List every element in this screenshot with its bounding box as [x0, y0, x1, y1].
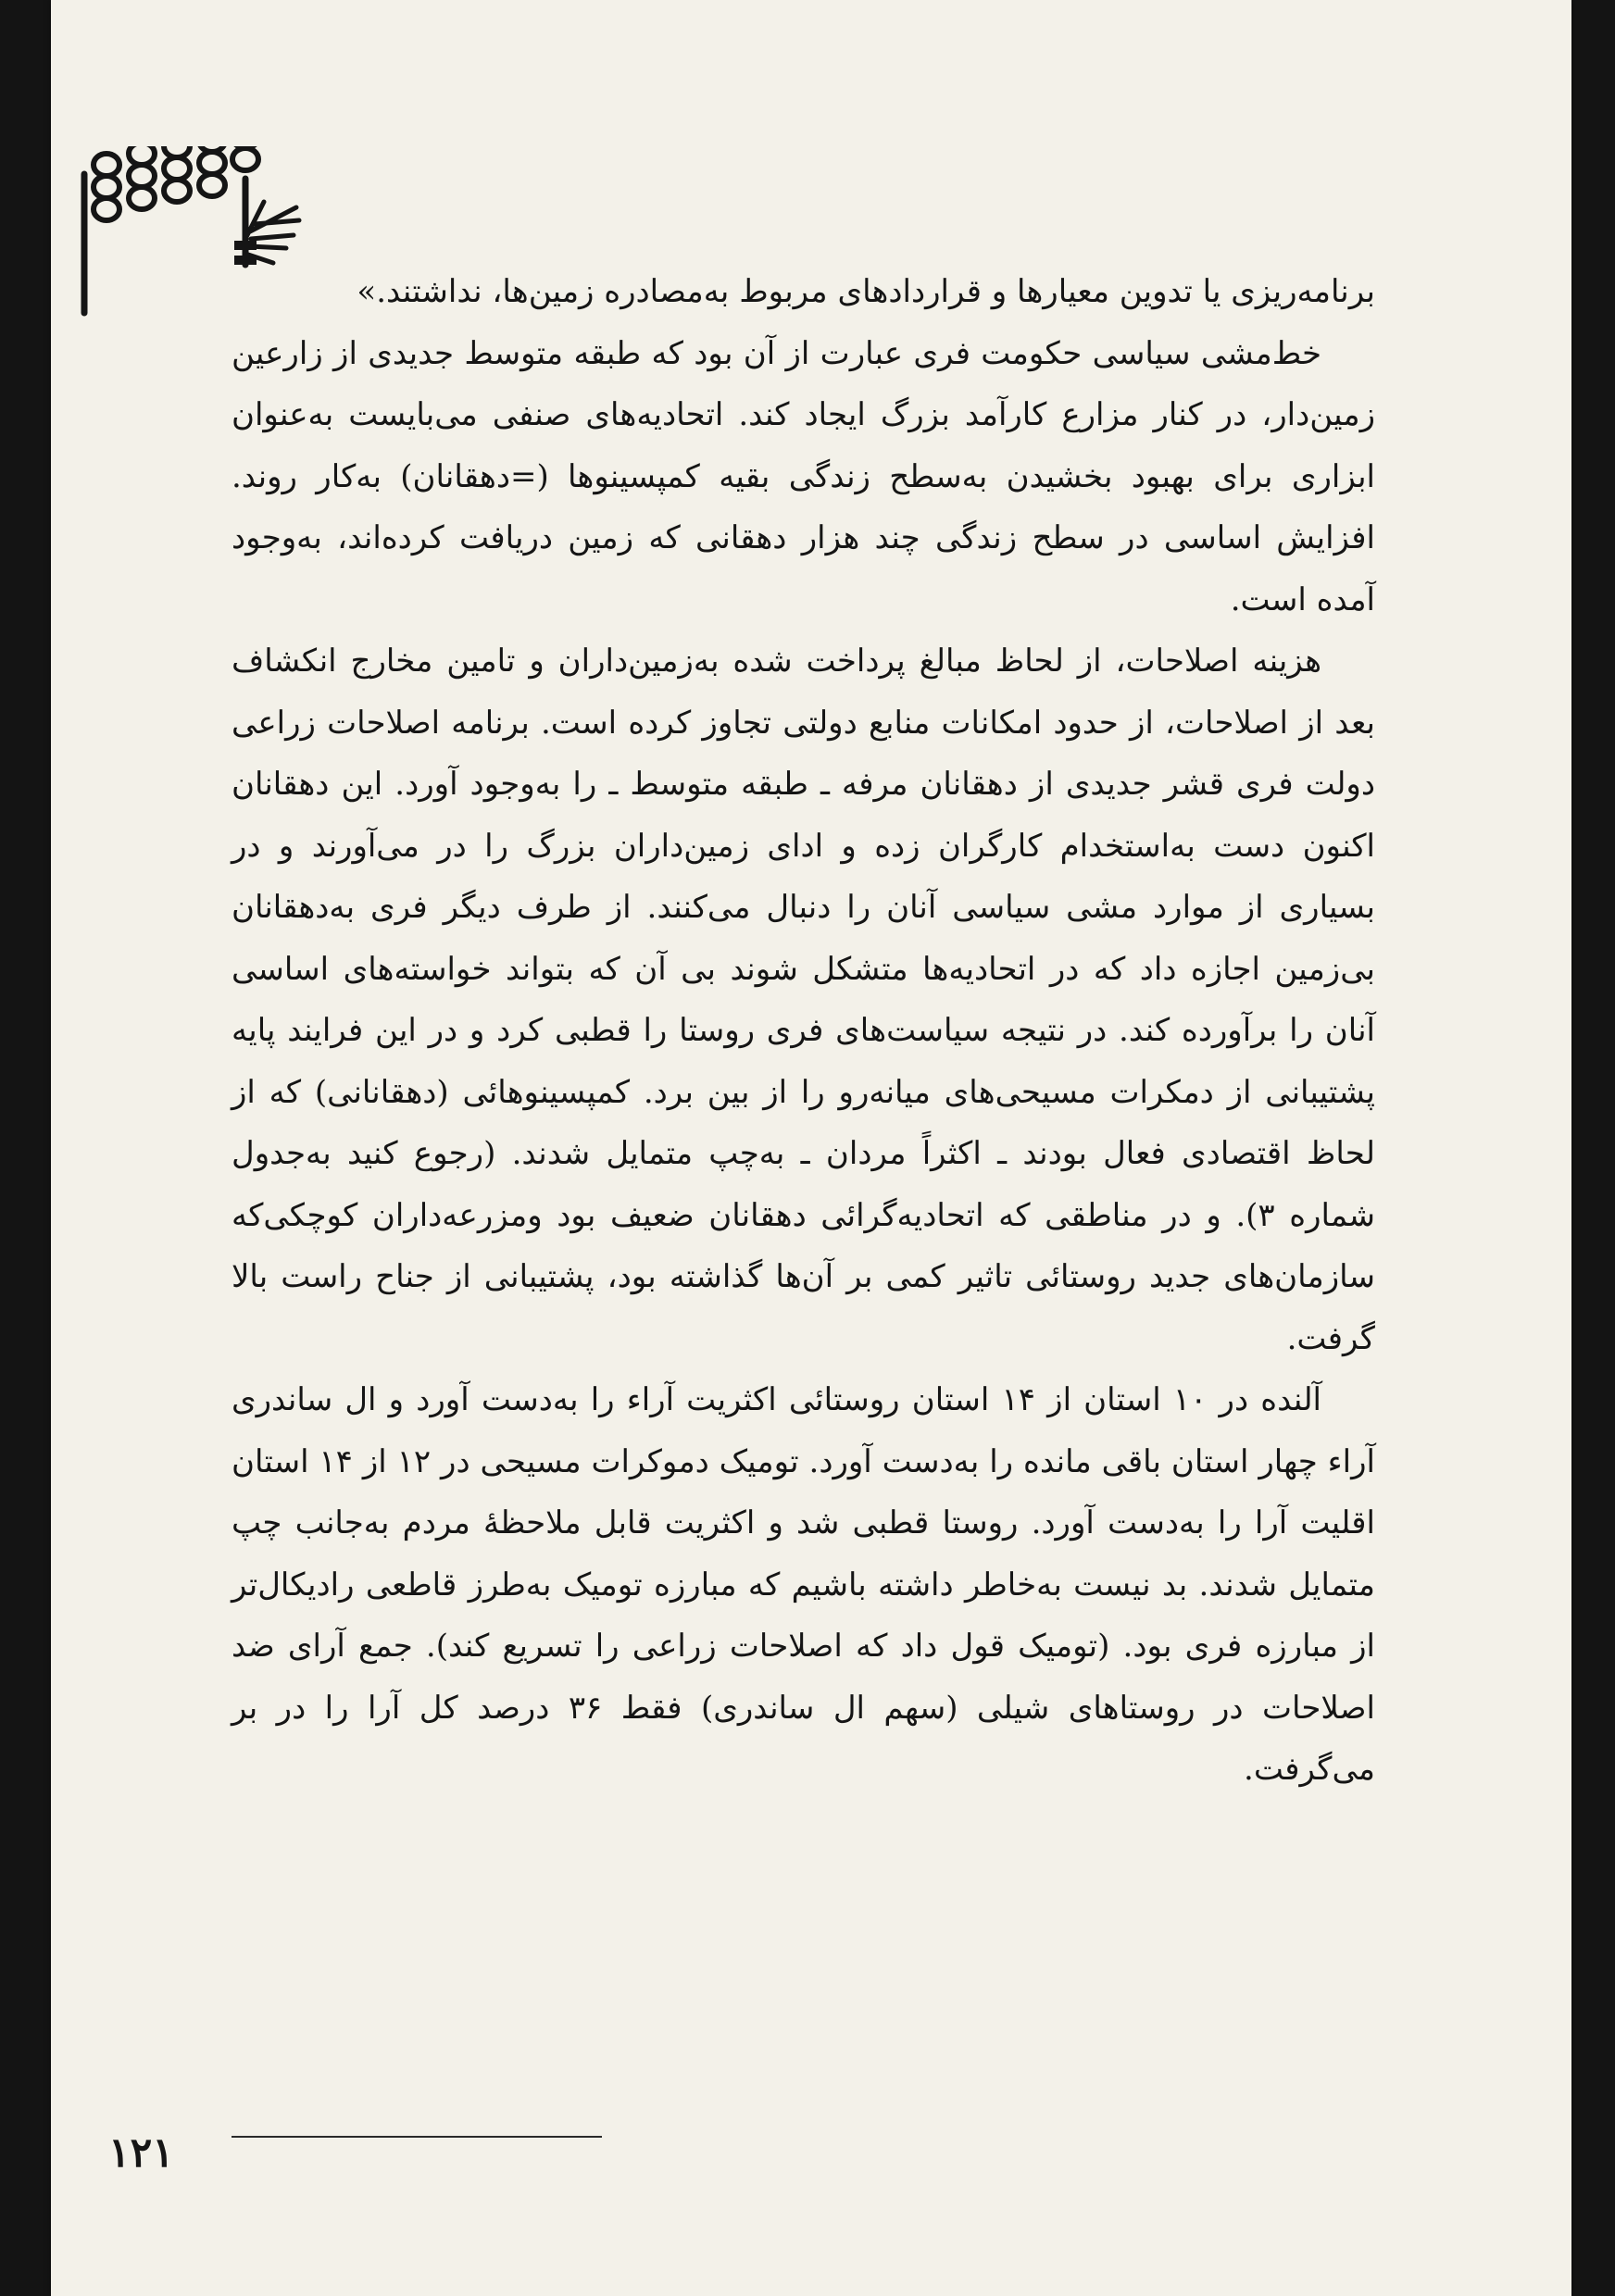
- body-text: [232, 261, 1375, 1801]
- paragraph-1: برنامه‌ریزی یا تدوین معیارها و قراردادهای مربوط به‌مصادره زمین‌ها، نداشتند.»: [357, 273, 1375, 310]
- book-page: [51, 0, 1571, 2296]
- paragraph-4: آلنده در ۱۰ استان از ۱۴ استان روستائی اکثریت آراء را به‌دست آورد و ال ساندری آراء چهار استان باقی مانده را به‌دست آورد. تومیک دموکرات مسیحی در ۱۲ از ۱۴ استان اقلیت آرا را به‌دست آورد. روستا قطبی شد و اکثریت قابل ملاحظهٔ مردم به‌جانب چپ متمایل شدند. بد نیست به‌خاطر داشته باشیم که مبارزه تومیک به‌طرز قاطعی رادیکال‌تر از مبارزه فری بود. (تومیک قول داد که اصلاحات زراعی را تسریع کند). جمع آرای ضد اصلاحات در روستاهای شیلی (سهم ال ساندری) فقط ۳۶ درصد کل آرا را در بر می‌گرفت.: [232, 1381, 1375, 1788]
- paragraph-2: خط‌مشی سیاسی حکومت فری عبارت از آن بود که طبقه متوسط جدیدی از زارعین زمین‌دار، در کنار مزارع کارآمد بزرگ ایجاد کند. اتحادیه‌های صنفی می‌بایست به‌عنوان ابزاری برای بهبود بخشیدن به‌سطح زندگی بقیه کمپسینوها (=دهقانان) به‌کار روند. افزایش اساسی در سطح زندگی چند هزار دهقانی که زمین دریافت کرده‌اند، به‌وجود آمده است.: [232, 334, 1375, 618]
- paragraph-3: هزینه اصلاحات، از لحاظ مبالغ پرداخت شده به‌زمین‌داران و تامین مخارج انکشاف بعد از اصلاحات، از حدود امکانات منابع دولتی تجاوز کرده است. برنامه اصلاحات زراعی دولت فری قشر جدیدی از دهقانان مرفه ـ طبقه متوسط ـ را به‌وجود آورد. این دهقانان اکنون دست به‌استخدام کارگران زده و ادای زمین‌داران بزرگ را در می‌آورند و در بسیاری از موارد مشی سیاسی آنان را دنبال می‌کنند. از طرف دیگر فری به‌دهقانان بی‌زمین اجازه داد که در اتحادیه‌ها متشکل شوند بی آن که بتواند خواسته‌های اساسی آنان را برآورده کند. در نتیجه سیاست‌های فری روستا را قطبی کرد و در این فرایند پایه پشتیبانی از دمکرات مسیحی‌های میانه‌رو را از بین برد. کمپسینوهائی (دهقانانی) که از لحاظ اقتصادی فعال بودند ـ اکثراً مردان ـ به‌چپ متمایل شدند. (رجوع کنید به‌جدول شماره ۳). و در مناطقی که اتحادیه‌گرائی دهقانان ضعیف بود ومزرعه‌داران کوچکی‌که سازمان‌های جدید روستائی تاثیر کمی بر آن‌ها گذاشته بود، پشتیبانی از جناح راست بالا گرفت.: [232, 643, 1375, 1357]
- footnote-divider: [232, 2136, 602, 2138]
- page-number: ۱۲۱: [108, 2129, 174, 2177]
